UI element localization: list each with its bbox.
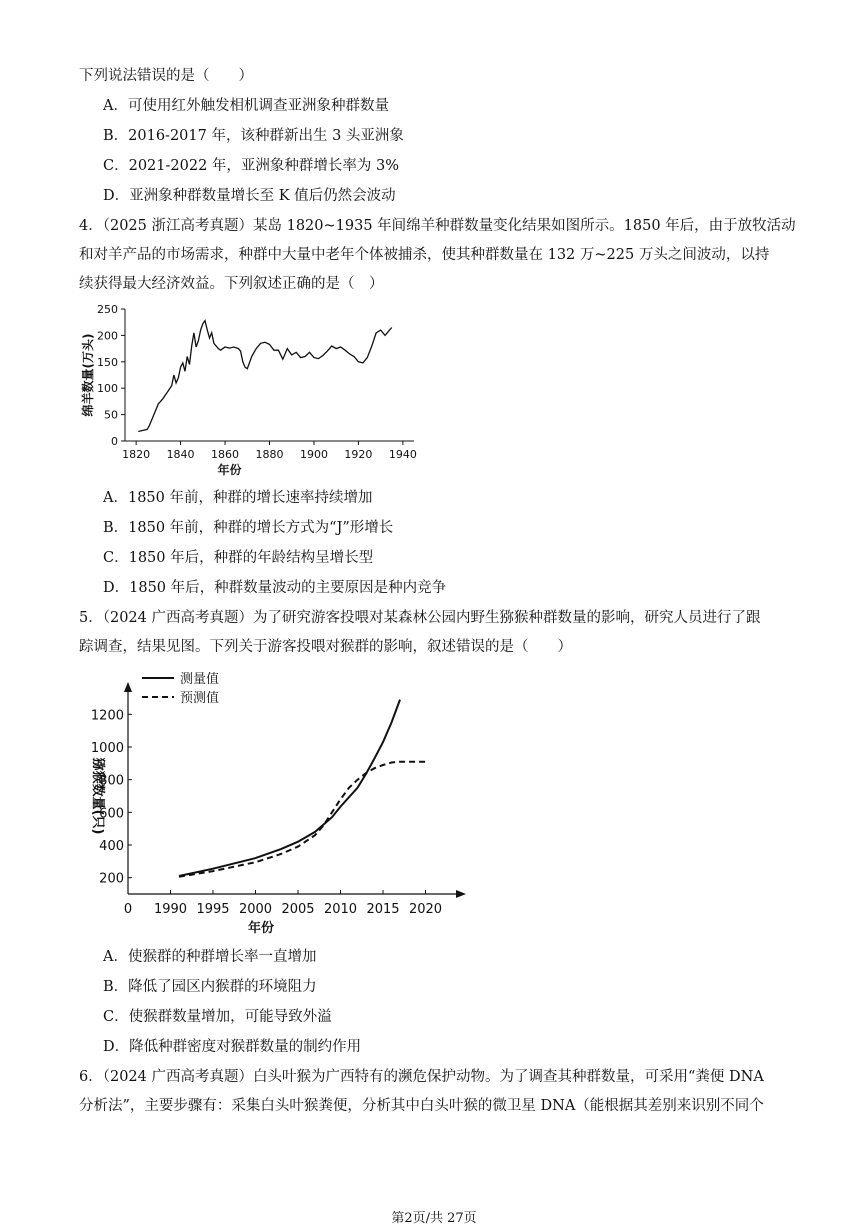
x-tick-label: 1940 bbox=[388, 448, 417, 461]
legend-predicted-label: 预测值 bbox=[180, 691, 220, 706]
y-tick-label: 400 bbox=[99, 839, 124, 854]
x-tick-label: 2000 bbox=[238, 902, 273, 917]
y-tick-label: 1000 bbox=[90, 741, 124, 756]
x-tick-label: 2020 bbox=[408, 902, 443, 917]
q5-stem-line-2: 踪调查，结果见图。下列关于游客投喂对猴群的影响，叙述错误的是（ ） bbox=[79, 639, 572, 655]
x-tick-label: 2005 bbox=[281, 902, 315, 917]
monkey-population-chart bbox=[76, 664, 476, 944]
sheep-population-chart bbox=[78, 300, 423, 480]
q4-option-b: B．1850 年前，种群的增长方式为“J”形增长 bbox=[103, 520, 394, 536]
x-tick-label: 1860 bbox=[211, 448, 240, 461]
q3-option-a: A．可使用红外触发相机调查亚洲象种群数量 bbox=[103, 98, 389, 114]
x-tick-label: 1995 bbox=[196, 902, 230, 917]
y-tick-label: 50 bbox=[104, 408, 118, 422]
x-axis-label: 年份 bbox=[247, 921, 275, 936]
x-tick-label: 1880 bbox=[255, 448, 284, 461]
x-tick-label: 0 bbox=[123, 902, 133, 917]
y-tick-label: 1200 bbox=[90, 708, 124, 724]
q5-option-a: A．使猴群的种群增长率一直增加 bbox=[103, 949, 317, 965]
x-tick-label: 1840 bbox=[166, 448, 195, 461]
q5-option-b: B．降低了园区内猴群的环境阻力 bbox=[103, 979, 317, 995]
y-tick-label: 250 bbox=[97, 303, 118, 316]
q5-stem-line-1: 5．（2024 广西高考真题）为了研究游客投喂对某森林公园内野生猕猴种群数量的影响，研究人员进行了跟 bbox=[79, 610, 761, 626]
q5-option-d: D．降低种群密度对猴群数量的制约作用 bbox=[103, 1039, 362, 1055]
q3-option-d: D．亚洲象种群数量增长至 K 值后仍然会波动 bbox=[103, 188, 396, 204]
y-axis-label: 猕猴数量(只) bbox=[90, 757, 105, 835]
q4-stem-line-2: 和对羊产品的市场需求，种群中大量中老年个体被捕杀，使其种群数量在 132 万~225 万头之间波动，以持 bbox=[79, 247, 770, 263]
x-tick-label: 2010 bbox=[323, 902, 358, 917]
q3-option-b: B．2016-2017 年，该种群新出生 3 头亚洲象 bbox=[103, 128, 404, 144]
q4-option-d: D．1850 年后，种群数量波动的主要原因是种内竞争 bbox=[103, 580, 447, 596]
y-tick-label: 150 bbox=[97, 355, 118, 369]
q4-stem-line-3: 续获得最大经济效益。下列叙述正确的是（ ） bbox=[79, 276, 384, 292]
sheep-series-line bbox=[138, 321, 391, 432]
q4-option-a: A．1850 年前，种群的增长速率持续增加 bbox=[103, 490, 373, 506]
legend-measured-label: 测量值 bbox=[180, 672, 220, 687]
x-axis-label: 年份 bbox=[217, 463, 242, 477]
page-footer: 第2页/共 27页 bbox=[391, 1211, 477, 1226]
y-axis-arrow bbox=[124, 682, 132, 692]
y-tick-label: 200 bbox=[97, 329, 118, 343]
x-tick-label: 2015 bbox=[366, 902, 400, 917]
q6-stem-line-2: 分析法”，主要步骤有：采集白头叶猴粪便，分析其中白头叶猴的微卫星 DNA（能根据其差别来识别不同个 bbox=[79, 1098, 764, 1114]
q4-option-c: C．1850 年后，种群的年龄结构呈增长型 bbox=[103, 550, 374, 566]
y-tick-label: 100 bbox=[97, 382, 118, 396]
x-axis-arrow bbox=[456, 890, 466, 898]
q5-option-c: C．使猴群数量增加，可能导致外溢 bbox=[103, 1009, 332, 1025]
q3-option-c: C．2021-2022 年，亚洲象种群增长率为 3% bbox=[103, 158, 400, 174]
x-tick-label: 1990 bbox=[153, 902, 188, 917]
y-tick-label: 800 bbox=[99, 773, 124, 789]
x-tick-label: 1820 bbox=[122, 448, 151, 461]
x-tick-label: 1900 bbox=[299, 448, 328, 461]
y-axis-label: 绵羊数量(万头) bbox=[81, 333, 95, 417]
y-tick-label: 0 bbox=[111, 435, 118, 448]
y-tick-label: 600 bbox=[99, 806, 124, 822]
q6-stem-line-1: 6．（2024 广西高考真题）白头叶猴为广西特有的濒危保护动物。为了调查其种群数量，可采用“粪便 DNA bbox=[79, 1069, 764, 1085]
y-tick-label: 200 bbox=[99, 871, 124, 887]
q3-stem: 下列说法错误的是（ ） bbox=[79, 68, 253, 84]
x-tick-label: 1920 bbox=[344, 448, 373, 461]
predicted-series-line bbox=[179, 762, 426, 877]
q4-stem-line-1: 4．（2025 浙江高考真题）某岛 1820~1935 年间绵羊种群数量变化结果如图所示。1850 年后，由于放牧活动 bbox=[79, 218, 796, 234]
